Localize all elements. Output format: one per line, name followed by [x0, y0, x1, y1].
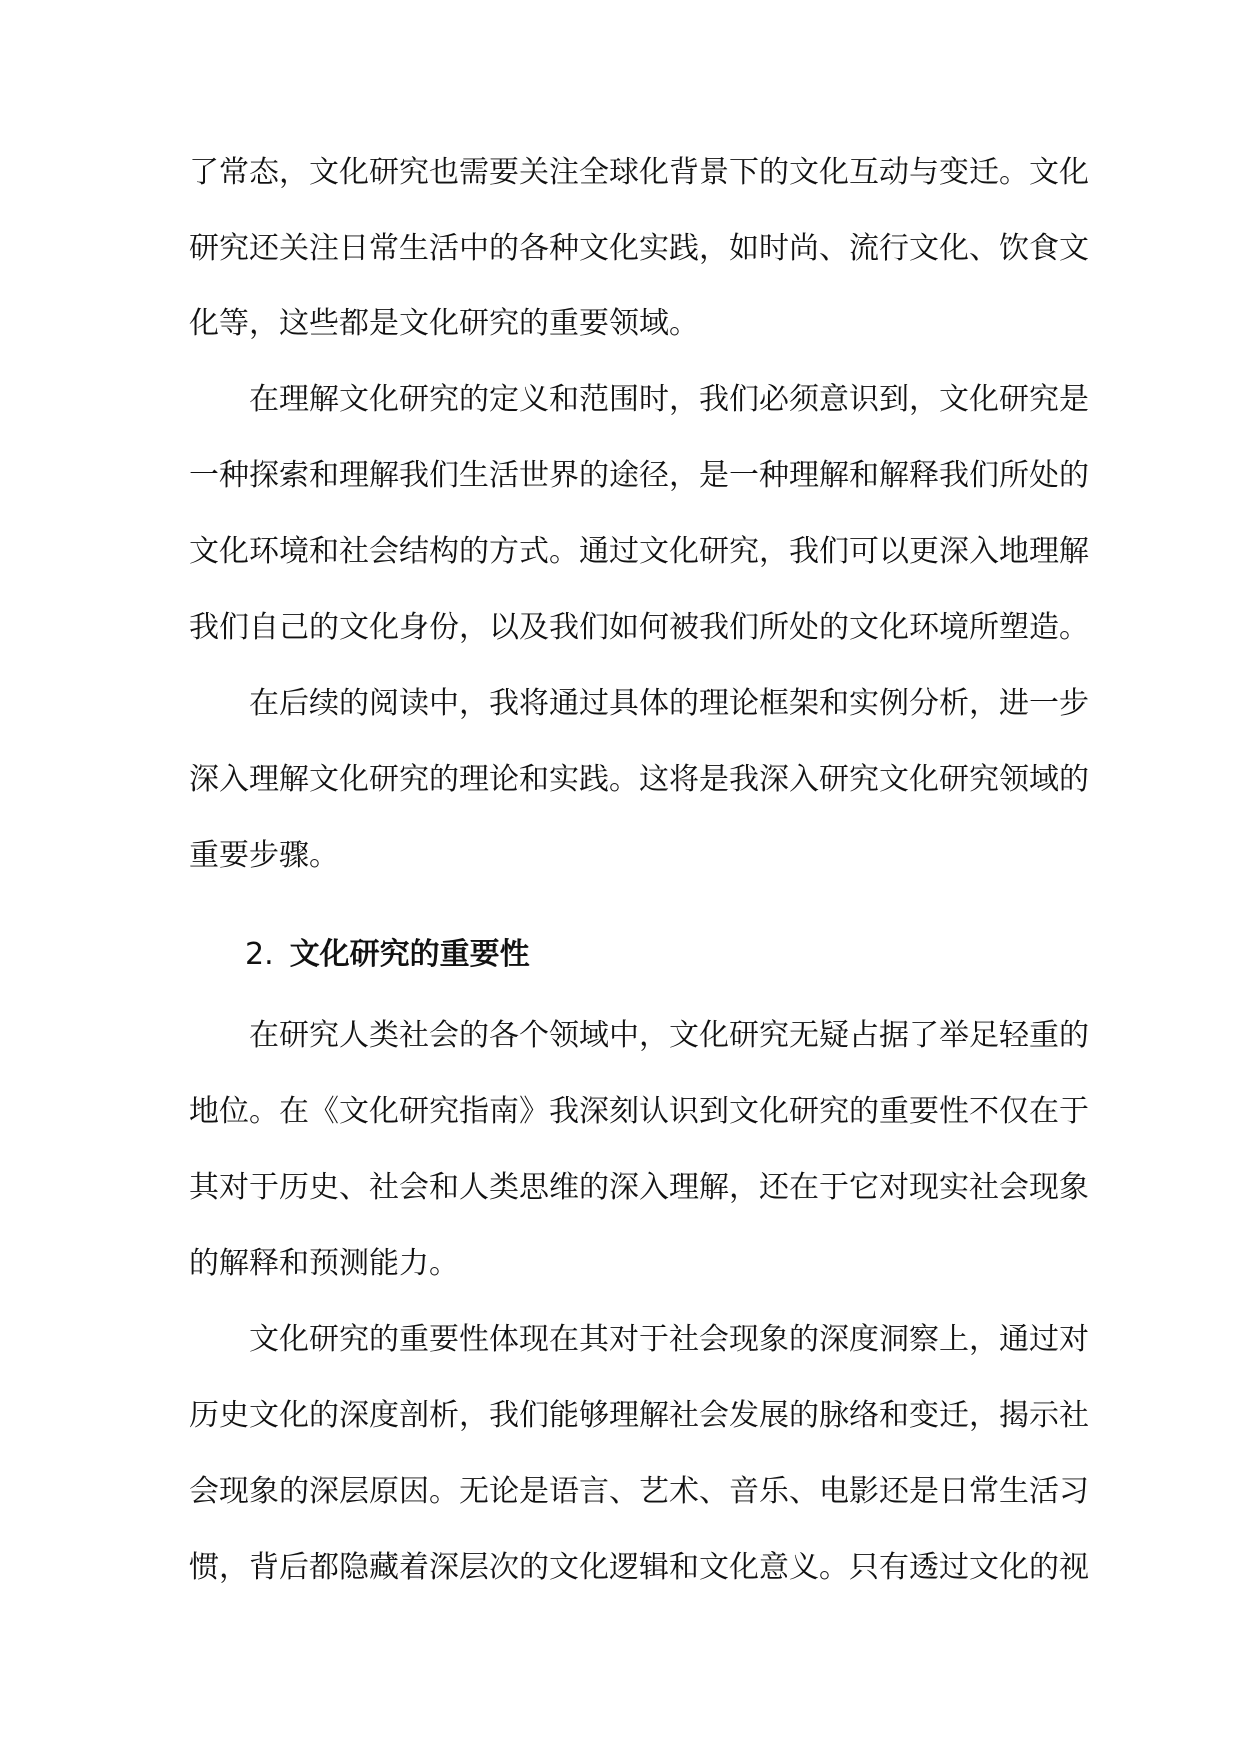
text-line: 化等，这些都是文化研究的重要领域。	[189, 306, 699, 341]
text-line: 文化环境和社会结构的方式。通过文化研究，我们可以更深入地理解	[189, 534, 1089, 569]
text-line: 地位。在《文化研究指南》我深刻认识到文化研究的重要性不仅在于	[189, 1094, 1089, 1129]
text-line: 了常态，文化研究也需要关注全球化背景下的文化互动与变迁。文化	[189, 155, 1089, 190]
text-line: 文化研究的重要性体现在其对于社会现象的深度洞察上，通过对	[249, 1322, 1089, 1357]
text-line: 在理解文化研究的定义和范围时，我们必须意识到，文化研究是	[249, 382, 1089, 417]
text-line: 的解释和预测能力。	[189, 1246, 459, 1281]
text-line: 深入理解文化研究的理论和实践。这将是我深入研究文化研究领域的	[189, 762, 1089, 797]
section-heading	[245, 930, 530, 980]
text-line: 历史文化的深度剖析，我们能够理解社会发展的脉络和变迁，揭示社	[189, 1398, 1089, 1433]
section-number: 2.	[245, 937, 274, 972]
text-line: 重要步骤。	[189, 838, 339, 873]
text-line: 我们自己的文化身份，以及我们如何被我们所处的文化环境所塑造。	[189, 610, 1089, 645]
text-line: 研究还关注日常生活中的各种文化实践，如时尚、流行文化、饮食文	[189, 231, 1089, 266]
section-title: 文化研究的重要性	[289, 937, 530, 972]
text-line: 会现象的深层原因。无论是语言、艺术、音乐、电影还是日常生活习	[189, 1474, 1089, 1509]
text-line: 一种探索和理解我们生活世界的途径，是一种理解和解释我们所处的	[189, 458, 1089, 493]
text-line: 在研究人类社会的各个领域中，文化研究无疑占据了举足轻重的	[249, 1018, 1089, 1053]
text-line: 惯，背后都隐藏着深层次的文化逻辑和文化意义。只有透过文化的视	[189, 1550, 1089, 1585]
text-line: 其对于历史、社会和人类思维的深入理解，还在于它对现实社会现象	[189, 1170, 1089, 1205]
text-line: 在后续的阅读中，我将通过具体的理论框架和实例分析，进一步	[249, 686, 1089, 721]
